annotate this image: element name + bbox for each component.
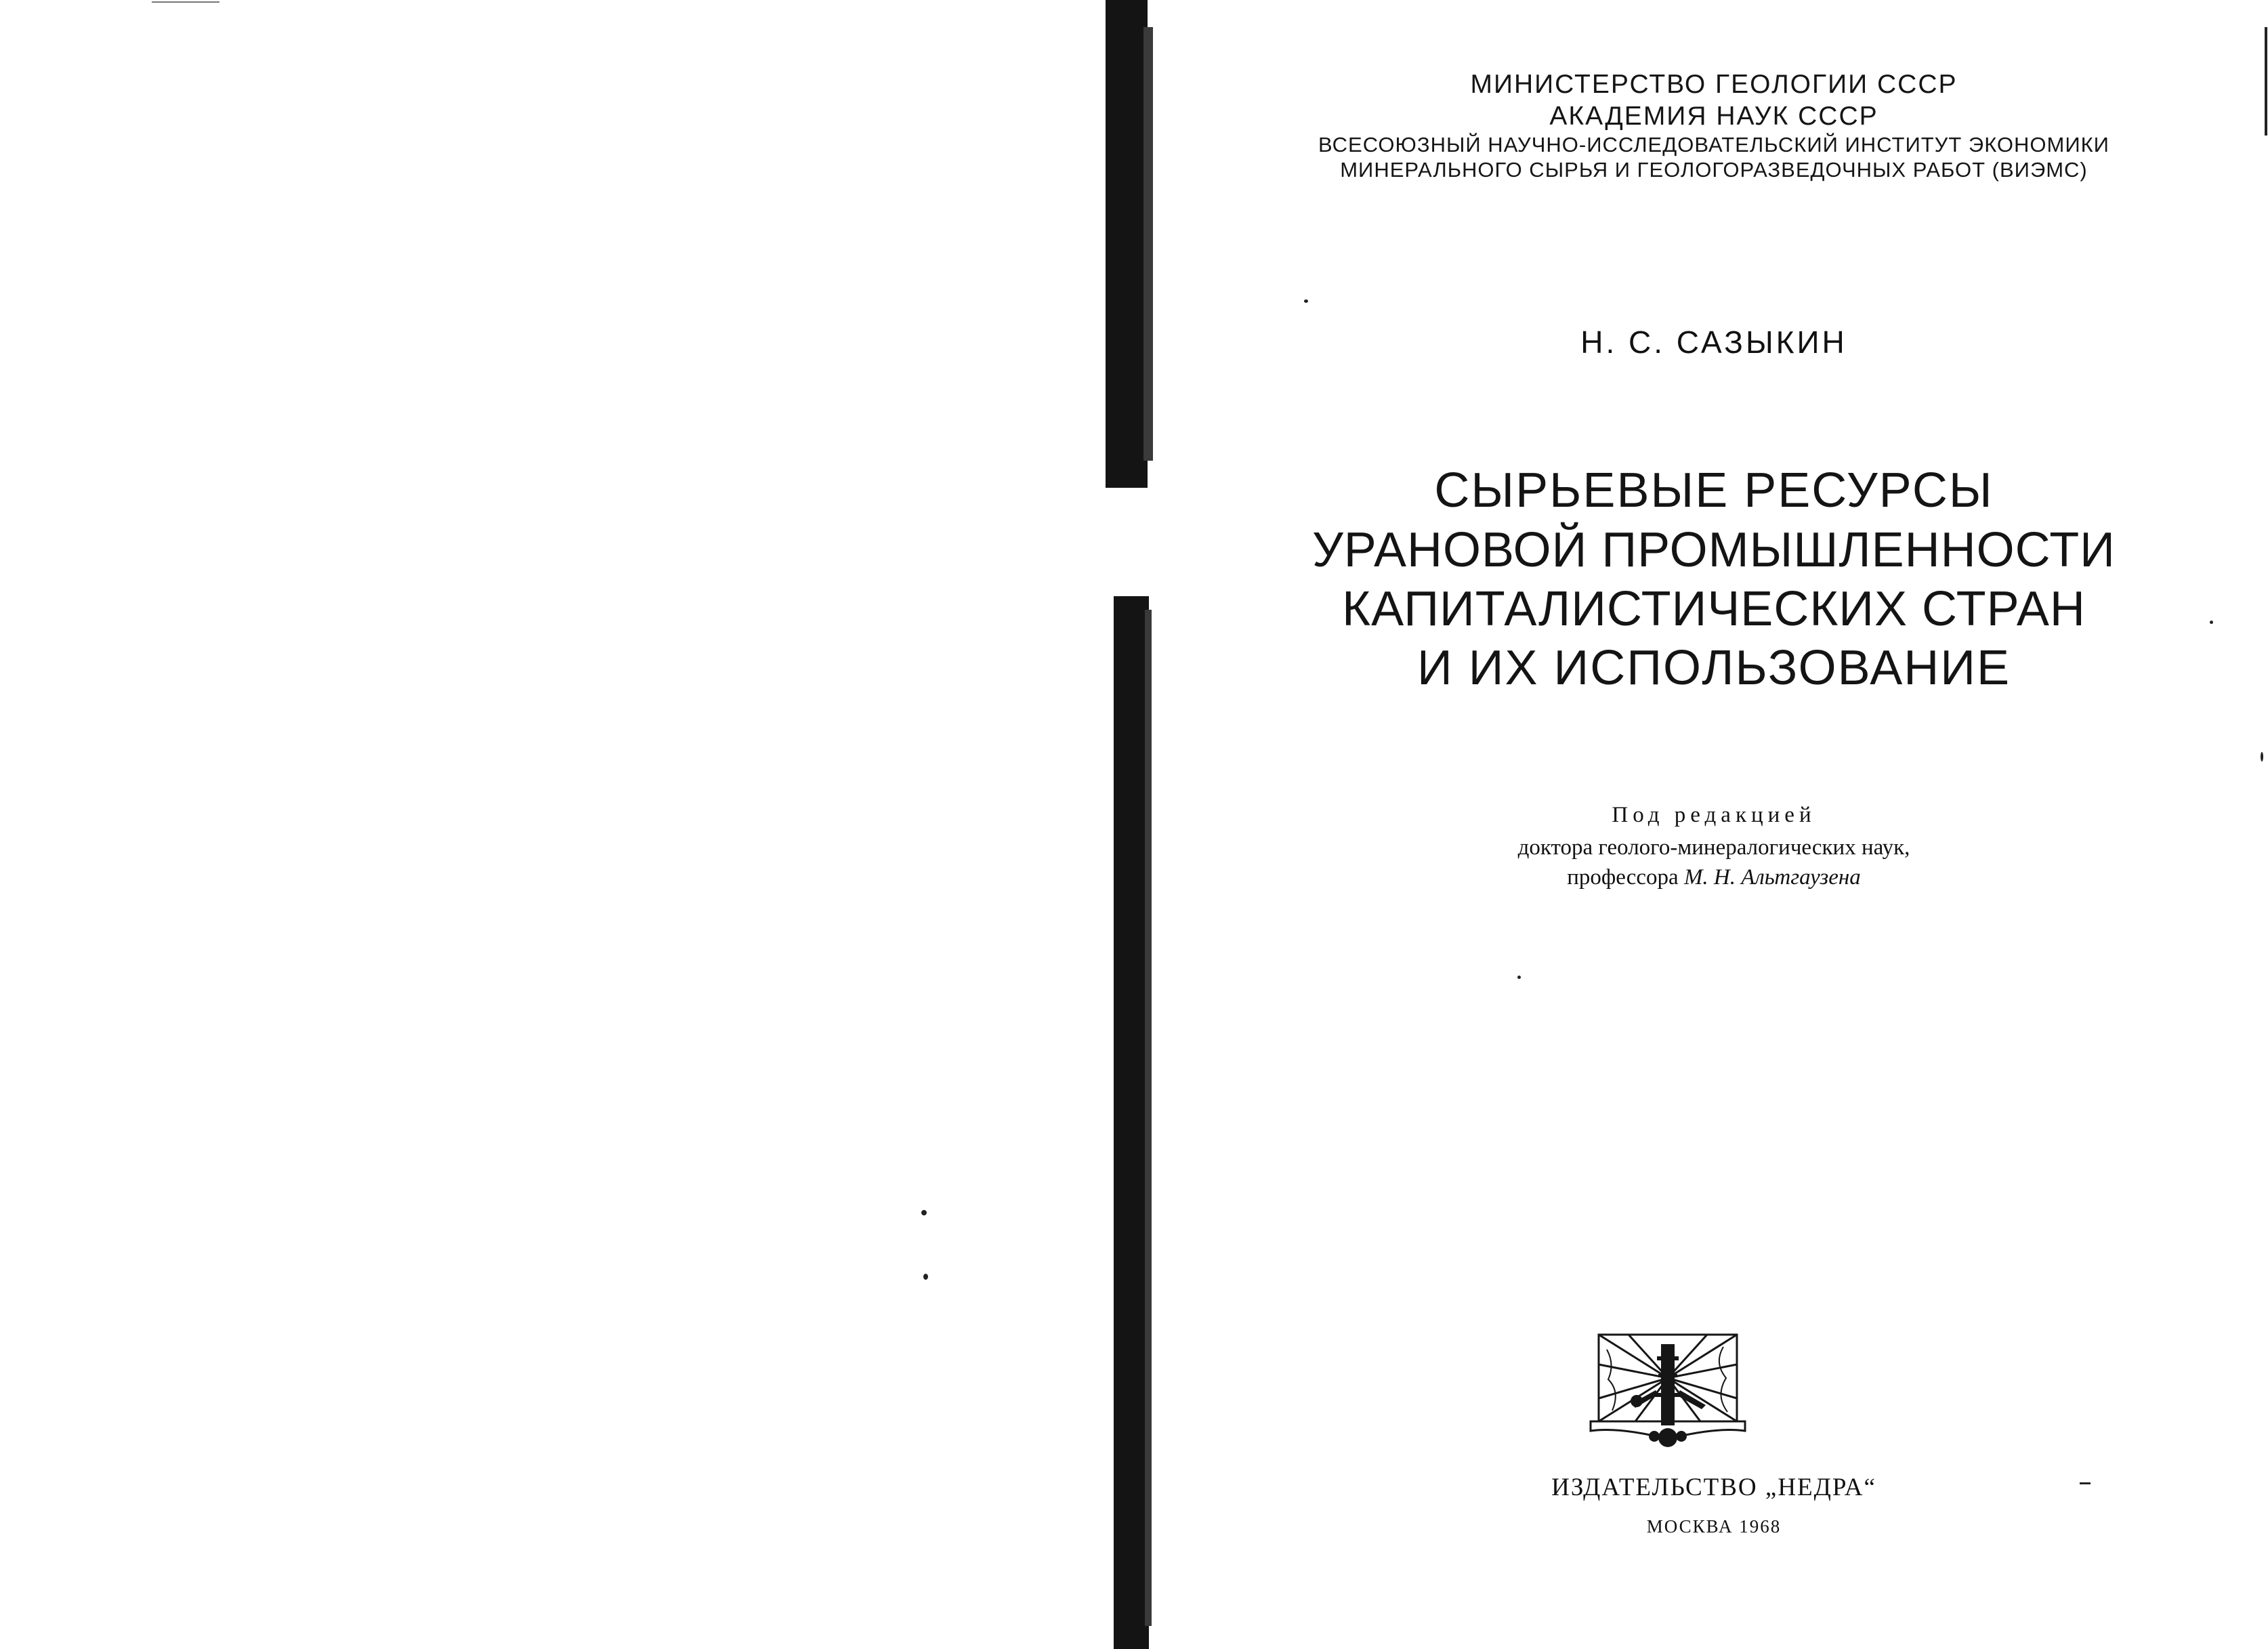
publisher-name: ИЗДАТЕЛЬСТВО „НЕДРА“ (1551, 1474, 1876, 1501)
speck (921, 1210, 927, 1215)
spine-shadow-lower (1114, 596, 1149, 1649)
speck (2261, 752, 2263, 761)
title-page (1192, 0, 2235, 1649)
book-title-line-2: УРАНОВОЙ ПРОМЫШЛЕННОСТИ (1312, 523, 2116, 577)
publication-city-year: МОСКВА 1968 (1646, 1516, 1782, 1537)
editor-name: М. Н. Альтгаузена (1683, 865, 1861, 890)
book-title-line-3: КАПИТАЛИСТИЧЕСКИХ СТРАН (1342, 582, 2086, 636)
editor-degree: доктора геолого-минералогических наук, (1517, 835, 1910, 860)
book-title-line-1: СЫРЬЕВЫЕ РЕСУРСЫ (1434, 463, 1994, 518)
institute-name-line-2: МИНЕРАЛЬНОГО СЫРЬЯ И ГЕОЛОГОРАЗВЕДОЧНЫХ РАБОТ (ВИЭМС) (1340, 158, 2088, 182)
ministry-name: МИНИСТЕРСТВО ГЕОЛОГИИ СССР (1470, 70, 1958, 99)
publisher-emblem-icon (1588, 1331, 1748, 1450)
editor-title: профессора (1567, 865, 1679, 890)
speck (2265, 27, 2267, 135)
spine-shadow-edge-lower (1145, 610, 1152, 1626)
editor-heading: Под редакцией (1612, 803, 1816, 827)
spine-shadow-upper (1106, 0, 1148, 488)
speck (923, 1274, 928, 1280)
institute-name-line-1: ВСЕСОЮЗНЫЙ НАУЧНО-ИССЛЕДОВАТЕЛЬСКИЙ ИНСТИТУТ ЭКОНОМИКИ (1318, 133, 2109, 156)
academy-name: АКАДЕМИЯ НАУК СССР (1549, 102, 1878, 131)
author-name: Н. С. САЗЫКИН (1580, 325, 1847, 360)
spine-shadow-edge-upper (1143, 27, 1153, 461)
speck (152, 1, 219, 3)
editor-name-line (1192, 865, 2235, 890)
book-title-line-4: И ИХ ИСПОЛЬЗОВАНИЕ (1416, 641, 2011, 695)
